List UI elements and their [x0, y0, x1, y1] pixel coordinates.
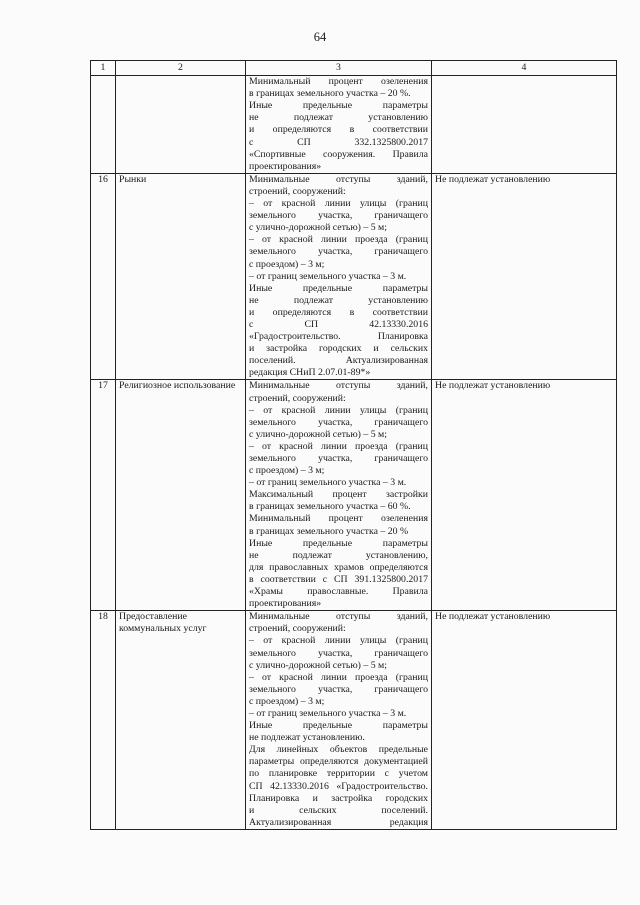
params-line: для православных храмов определяются: [249, 561, 428, 573]
regulations-table: [90, 60, 617, 830]
params-line: строений, сооружений:: [249, 392, 346, 404]
params-line: не подлежат установлению.: [249, 732, 365, 744]
land-use-name: Религиозное использование: [116, 380, 246, 611]
params-line: редакция СНиП 2.07.01-89*»: [249, 367, 371, 379]
params-line: Для линейных объектов предельные: [249, 744, 428, 756]
params-line: с улично-дорожной сетью) – 5 м;: [249, 222, 387, 234]
header-cell-4: 4: [432, 61, 617, 76]
params-line: Иные предельные параметры: [249, 537, 428, 549]
row-number: 17: [91, 380, 116, 611]
row-number: [91, 76, 116, 174]
params-line: Максимальный процент застройки: [249, 489, 428, 501]
params-line: – от красной линии проезда (границ: [249, 440, 428, 452]
params-line: земельного участка, граничащего: [249, 416, 428, 428]
params-line: Минимальный процент озеленения: [249, 76, 428, 88]
params-line: «Градостроительство. Планировка: [249, 331, 428, 343]
params-line: – от границ земельного участка – 3 м.: [249, 707, 407, 719]
header-cell-1: 1: [91, 61, 116, 76]
other-params-cell: Не подлежат установлению: [432, 173, 617, 380]
other-params-cell: [432, 76, 617, 174]
table-row: [91, 611, 617, 830]
params-cell: [246, 611, 432, 830]
params-line: Иные предельные параметры: [249, 100, 428, 112]
table-header-row: [91, 61, 617, 76]
page-number: 64: [313, 30, 327, 44]
land-use-name: [116, 76, 246, 174]
params-line: с проездом) – 3 м;: [249, 258, 325, 270]
header-cell-2: 2: [116, 61, 246, 76]
params-line: с СП 42.13330.2016: [249, 318, 428, 330]
params-line: – от границ земельного участка – 3 м.: [249, 270, 407, 282]
params-line: с СП 332.1325800.2017: [249, 136, 428, 148]
params-line: земельного участка, граничащего: [249, 647, 428, 659]
params-line: – от границ земельного участка – 3 м.: [249, 477, 407, 489]
params-line: с проездом) – 3 м;: [249, 695, 325, 707]
row-number: 18: [91, 611, 116, 830]
params-line: с проездом) – 3 м;: [249, 465, 325, 477]
params-line: поселений. Актуализированная: [249, 355, 428, 367]
params-line: проектирования»: [249, 160, 322, 172]
table-row: [91, 380, 617, 611]
land-use-name: Рынки: [116, 173, 246, 380]
params-line: не подлежат установлению: [249, 112, 428, 124]
params-line: Иные предельные параметры: [249, 282, 428, 294]
params-line: Иные предельные параметры: [249, 720, 428, 732]
params-line: в соответствии с СП 391.1325800.2017: [249, 573, 428, 585]
params-line: строений, сооружений:: [249, 185, 346, 197]
params-line: Актуализированная редакция: [249, 816, 428, 828]
params-line: строений, сооружений:: [249, 623, 346, 635]
params-line: – от красной линии улицы (границ: [249, 635, 428, 647]
table-row: [91, 173, 617, 380]
params-line: и определяются в соответствии: [249, 306, 428, 318]
row-number: 16: [91, 173, 116, 380]
params-line: с улично-дорожной сетью) – 5 м;: [249, 659, 387, 671]
params-line: земельного участка, граничащего: [249, 683, 428, 695]
other-params-cell: Не подлежат установлению: [432, 380, 617, 611]
params-line: не подлежат установлению,: [249, 549, 428, 561]
params-line: Минимальные отступы зданий,: [249, 380, 428, 392]
params-line: с улично-дорожной сетью) – 5 м;: [249, 428, 387, 440]
params-line: Планировка и застройка городских: [249, 792, 428, 804]
params-line: «Спортивные сооружения. Правила: [249, 148, 428, 160]
params-line: земельного участка, граничащего: [249, 246, 428, 258]
params-line: Минимальные отступы зданий,: [249, 173, 428, 185]
params-line: – от красной линии улицы (границ: [249, 404, 428, 416]
params-cell: [246, 76, 432, 174]
table-row: [91, 76, 617, 174]
params-line: в границах земельного участка – 60 %.: [249, 501, 411, 513]
params-line: в границах земельного участка – 20 %.: [249, 88, 411, 100]
other-params-cell: Не подлежат установлению: [432, 611, 617, 830]
params-line: и застройка городских и сельских: [249, 343, 428, 355]
params-line: и сельских поселений.: [249, 804, 428, 816]
params-line: Минимальный процент озеленения: [249, 513, 428, 525]
params-line: СП 42.13330.2016 «Градостроительство.: [249, 780, 428, 792]
params-line: – от красной линии проезда (границ: [249, 671, 428, 683]
params-line: проектирования»: [249, 598, 322, 610]
params-line: земельного участка, граничащего: [249, 210, 428, 222]
params-cell: [246, 173, 432, 380]
params-line: и определяются в соответствии: [249, 124, 428, 136]
params-line: Минимальные отступы зданий,: [249, 611, 428, 623]
params-line: земельного участка, граничащего: [249, 453, 428, 464]
params-line: в границах земельного участка – 20 %: [249, 525, 409, 537]
land-use-name: Предоставление коммунальных услуг: [116, 611, 246, 830]
header-cell-3: 3: [246, 61, 432, 76]
params-line: – от красной линии улицы (границ: [249, 198, 428, 210]
params-line: «Храмы православные. Правила: [249, 586, 428, 598]
params-line: – от красной линии проезда (границ: [249, 234, 428, 246]
params-line: не подлежат установлению: [249, 294, 428, 306]
params-line: по планировке территории с учетом: [249, 768, 428, 780]
params-line: параметры определяются документацией: [249, 756, 428, 768]
params-cell: [246, 380, 432, 611]
